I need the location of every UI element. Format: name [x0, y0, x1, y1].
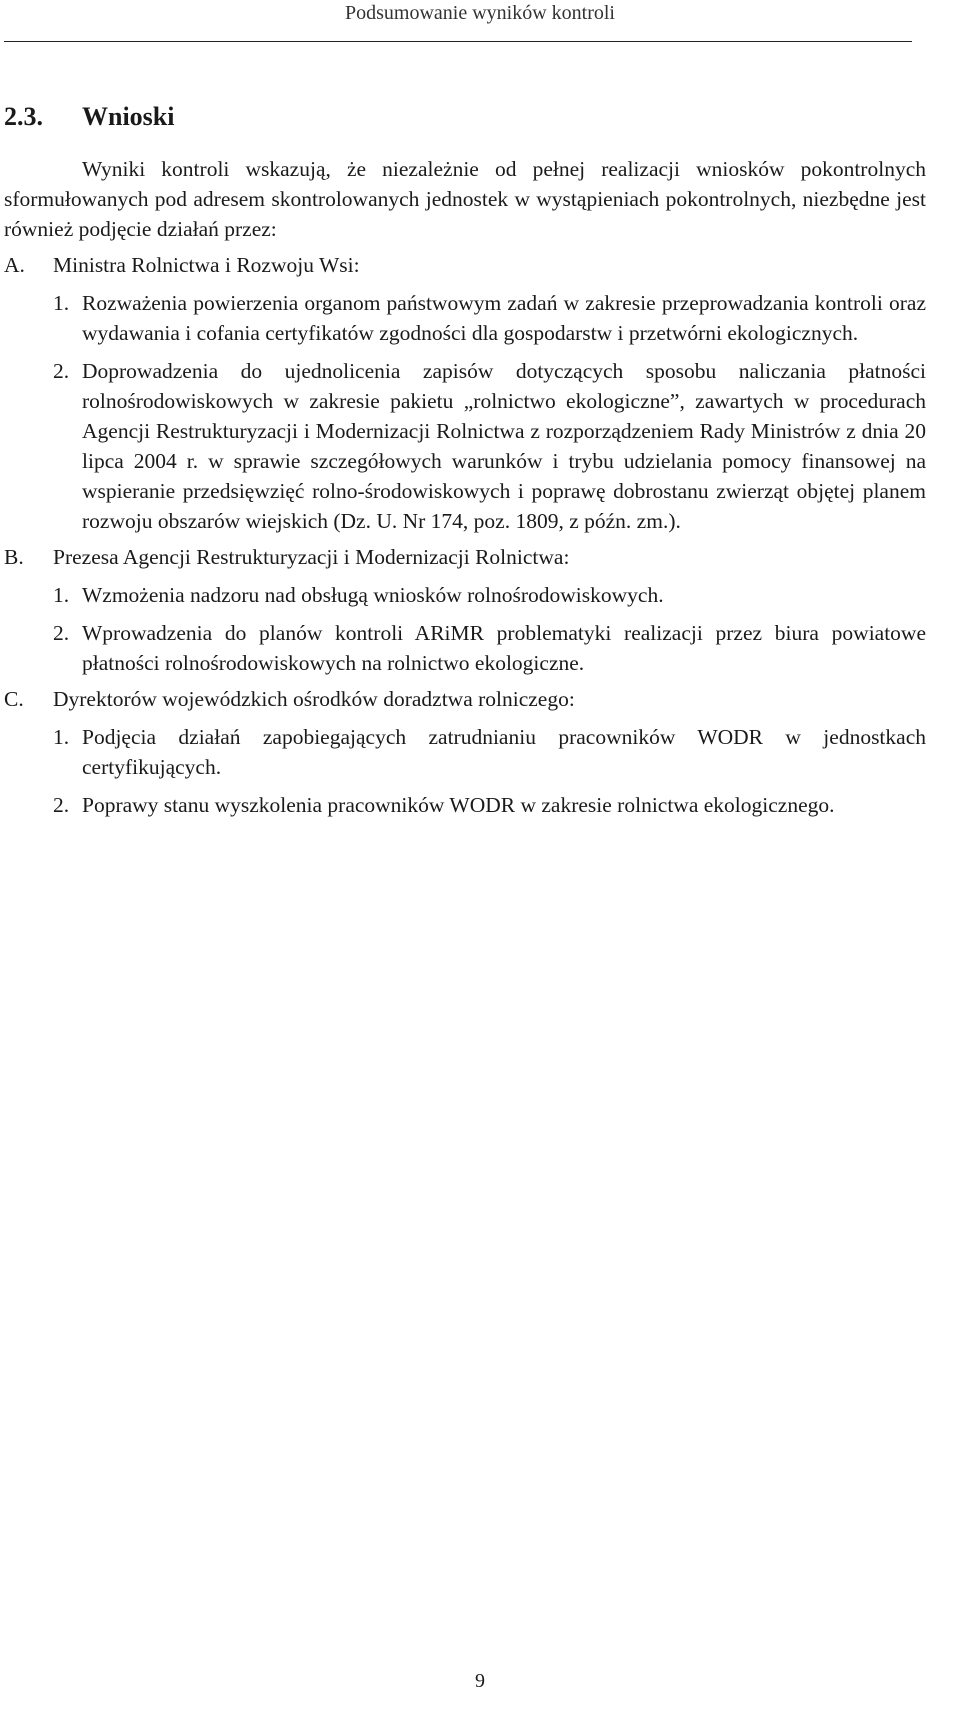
recipient-c — [4, 684, 926, 714]
item-number: 2. — [53, 621, 70, 645]
section-number: 2.3. — [4, 102, 43, 131]
recipient-marker: B. — [4, 545, 24, 569]
item-text: Doprowadzenia do ujednolicenia zapisów dotyczących sposobu naliczania płatności rolnośrodowiskowych w zakresie pakietu „rolnictwo ekologiczne”, zawartych w procedurach Agencji Restrukturyzacji i Modernizacji Rolnictwa z rozporządzeniem Rady Ministrów z dnia 20 lipca 2004 r. w sprawie szczegółowych warunków i trybu udzielania pomocy finansowej na wspieranie przedsięwzięć rolno-środowiskowych i poprawę dobrostanu zwierząt objętej planem rozwoju obszarów wiejskich (Dz. U. Nr 174, poz. 1809, z późn. zm.). — [82, 359, 926, 533]
document-body — [4, 154, 926, 820]
recipient-label: Dyrektorów wojewódzkich ośrodków doradztwa rolniczego: — [53, 687, 575, 711]
recipient-b — [4, 542, 926, 572]
intro-paragraph: Wyniki kontroli wskazują, że niezależnie od pełnej realizacji wniosków pokontrolnych sformułowanych pod adresem skontrolowanych jednostek w wystąpieniach pokontrolnych, niezbędne jest również podjęcie działań przez: — [4, 157, 926, 241]
recipient-label: Ministra Rolnictwa i Rozwoju Wsi: — [53, 253, 360, 277]
section-title: Wnioski — [82, 102, 175, 131]
item-text: Wprowadzenia do planów kontroli ARiMR problematyki realizacji przez biura powiatowe płatności rolnośrodowiskowych na rolnictwo ekologiczne. — [82, 621, 926, 675]
list-item — [4, 288, 926, 348]
recipient-a — [4, 250, 926, 280]
list-item — [4, 722, 926, 782]
page-number: 9 — [475, 1670, 485, 1692]
recipient-label: Prezesa Agencji Restrukturyzacji i Modernizacji Rolnictwa: — [53, 545, 570, 569]
section-heading — [4, 102, 175, 132]
item-number: 1. — [53, 291, 70, 315]
running-header: Podsumowanie wyników kontroli — [345, 2, 615, 24]
item-text: Wzmożenia nadzoru nad obsługą wniosków rolnośrodowiskowych. — [82, 583, 664, 607]
list-item — [4, 790, 926, 820]
item-text: Poprawy stanu wyszkolenia pracowników WODR w zakresie rolnictwa ekologicznego. — [82, 793, 835, 817]
list-item — [4, 618, 926, 678]
list-item — [4, 356, 926, 536]
item-number: 2. — [53, 793, 70, 817]
item-text: Podjęcia działań zapobiegających zatrudnianiu pracowników WODR w jednostkach certyfikujących. — [82, 725, 926, 779]
list-item — [4, 580, 926, 610]
recipient-marker: A. — [4, 253, 25, 277]
recipient-marker: C. — [4, 687, 24, 711]
header-divider — [4, 41, 912, 42]
item-number: 1. — [53, 725, 70, 749]
item-number: 1. — [53, 583, 70, 607]
item-number: 2. — [53, 359, 70, 383]
item-text: Rozważenia powierzenia organom państwowym zadań w zakresie przeprowadzania kontroli oraz wydawania i cofania certyfikatów zgodności dla gospodarstw i przetwórni ekologicznych. — [82, 291, 926, 345]
